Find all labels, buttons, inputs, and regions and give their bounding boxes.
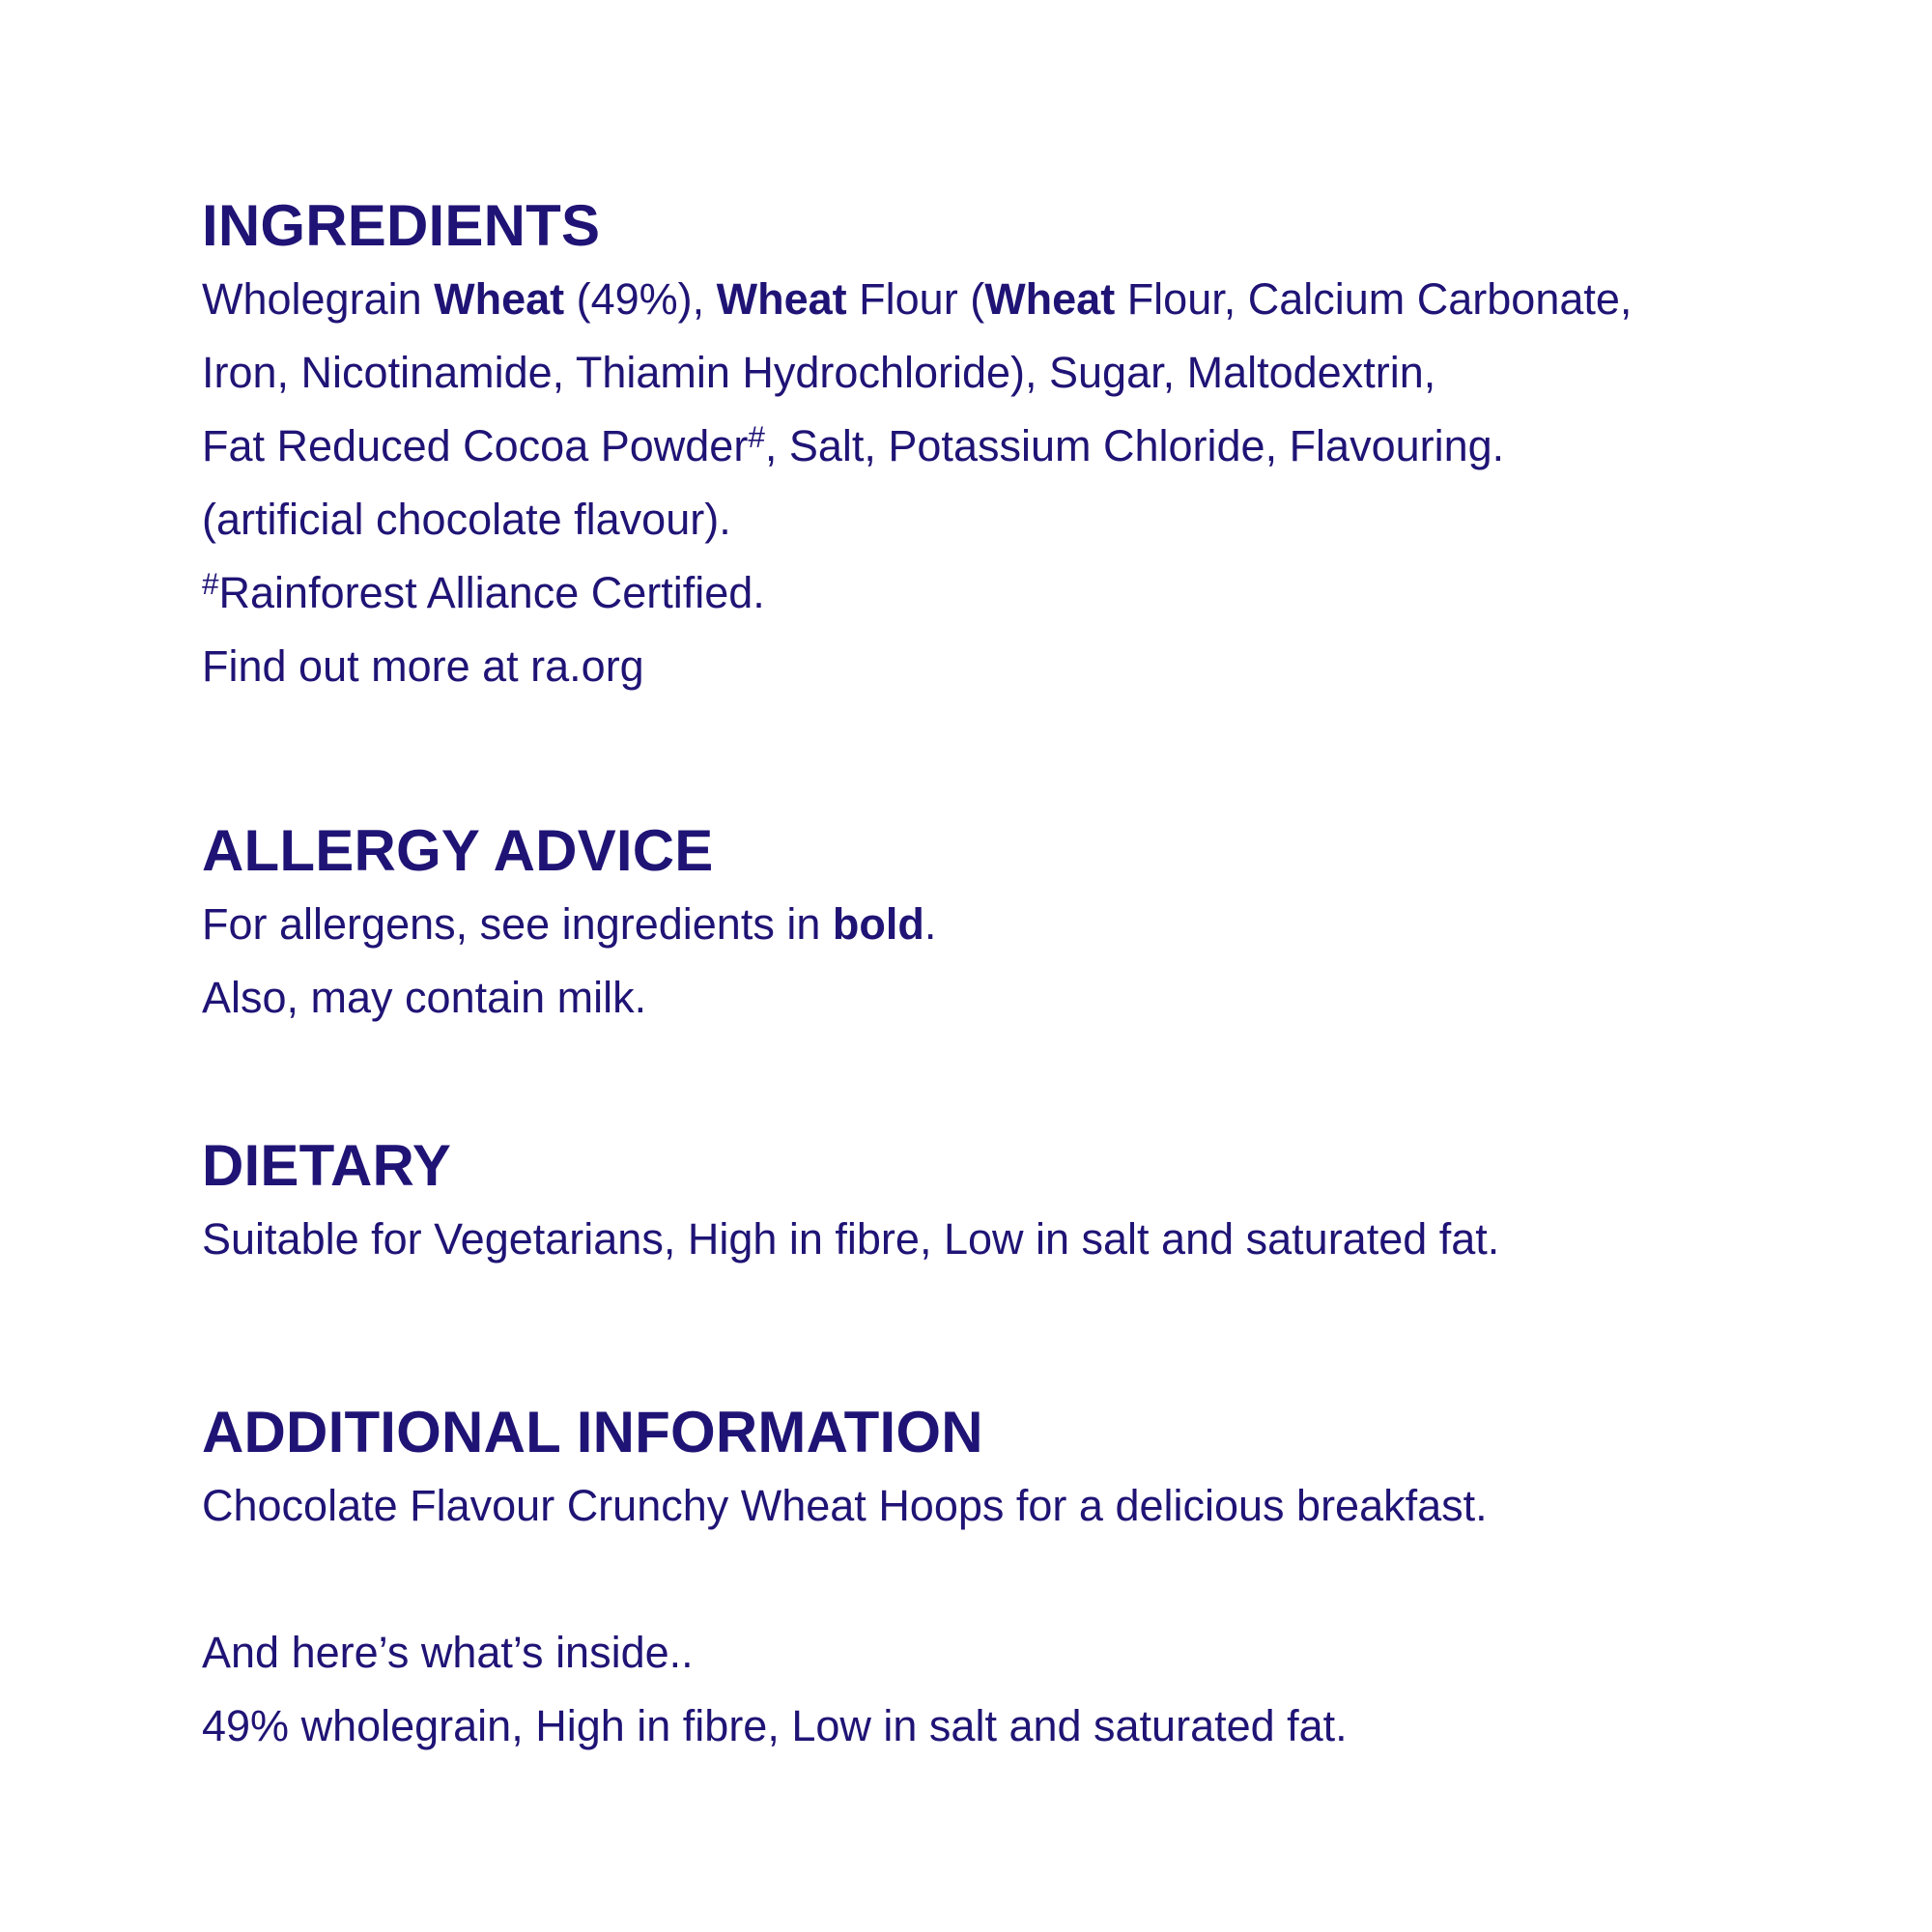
additional-line-3: 49% wholegrain, High in fibre, Low in salt and saturated fat.	[202, 1701, 1348, 1750]
allergy-text: .	[923, 899, 937, 949]
ingredients-footnote	[202, 556, 1844, 630]
allergen-wheat: Wheat	[984, 274, 1116, 324]
additional-line-2: And here’s what’s inside..	[202, 1628, 694, 1677]
ingredients-link-note: Find out more at ra.org	[202, 641, 644, 691]
additional-section	[202, 1396, 1844, 1763]
ingredients-line-3	[202, 410, 1844, 483]
ingredients-line-1	[202, 263, 1844, 336]
allergy-line-1	[202, 888, 1844, 961]
ingredients-section	[202, 189, 1844, 703]
allergen-wheat: Wheat	[716, 274, 847, 324]
dietary-heading: DIETARY	[202, 1133, 452, 1198]
additional-line-1: Chocolate Flavour Crunchy Wheat Hoops for a delicious breakfast.	[202, 1481, 1488, 1530]
allergy-bold-word: bold	[832, 899, 924, 949]
ingredients-text: Wholegrain	[202, 274, 435, 324]
allergen-wheat: Wheat	[434, 274, 565, 324]
allergy-text: For allergens, see ingredients in	[202, 899, 833, 949]
dietary-section	[202, 1129, 1844, 1276]
ingredients-heading: INGREDIENTS	[202, 193, 601, 258]
ingredients-line-4: (artificial chocolate flavour).	[202, 495, 731, 544]
ingredients-line-2: Iron, Nicotinamide, Thiamin Hydrochloride), Sugar, Maltodextrin,	[202, 348, 1436, 397]
dietary-line-1: Suitable for Vegetarians, High in fibre, Low in salt and saturated fat.	[202, 1214, 1500, 1264]
footnote-text: Rainforest Alliance Certified.	[218, 568, 765, 617]
footnote-mark: #	[202, 565, 219, 601]
ingredients-text: Fat Reduced Cocoa Powder	[202, 421, 749, 470]
allergy-section	[202, 814, 1844, 1035]
ingredients-text: (49%),	[564, 274, 717, 324]
additional-heading: ADDITIONAL INFORMATION	[202, 1400, 983, 1464]
allergy-line-2: Also, may contain milk.	[202, 973, 647, 1022]
allergy-heading: ALLERGY ADVICE	[202, 818, 714, 883]
ingredients-text: , Salt, Potassium Chloride, Flavouring.	[764, 421, 1505, 470]
ingredients-text: Flour (	[846, 274, 985, 324]
footnote-mark: #	[748, 418, 765, 454]
ingredients-text: Flour, Calcium Carbonate,	[1115, 274, 1633, 324]
product-information	[202, 189, 1844, 1763]
